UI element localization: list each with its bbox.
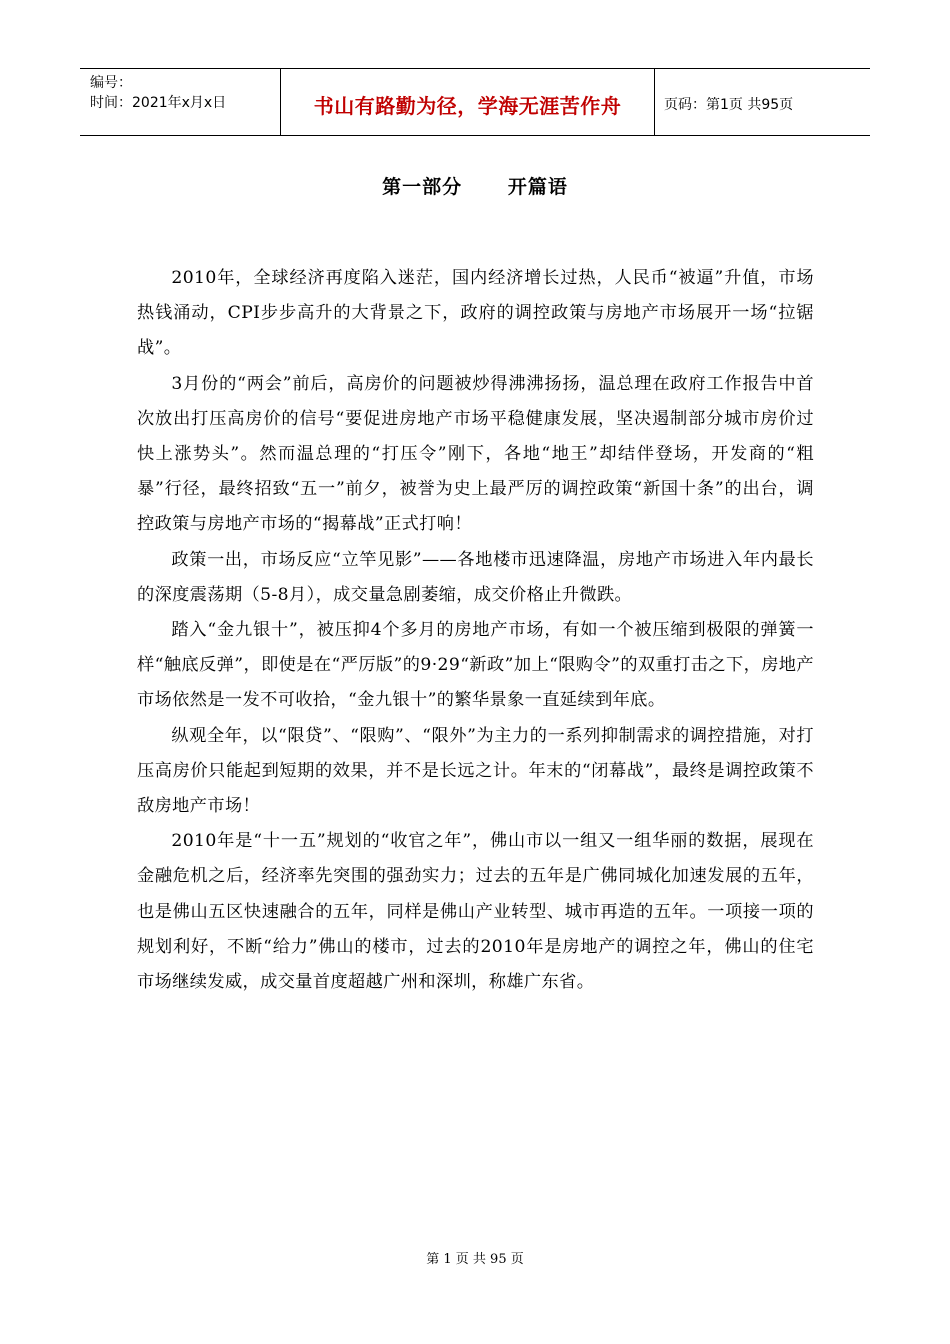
header-meta-cell xyxy=(80,69,281,135)
paragraph: 纵观全年，以“限贷”、“限购”、“限外”为主力的一系列抑制需求的调控措施，对打压高房价只能起到短期的效果，并不是长远之计。年末的“闭幕战”，最终是调控政策不敌房地产市场！ xyxy=(137,725,814,817)
page-footer: 第 1 页 共 95 页 xyxy=(426,1252,524,1267)
header-motto: 书山有路勤为径，学海无涯苦作舟 xyxy=(313,93,622,118)
paragraph: 3月份的“两会”前后，高房价的问题被炒得沸沸扬扬，温总理在政府工作报告中首次放出打压高房价的信号“要促进房地产市场平稳健康发展，坚决遏制部分城市房价过快上涨势头”。然而温总理的“打压令”刚下，各地“地王”却结伴登场，开发商的“粗暴”行径，最终招致“五一”前夕，被誉为史上最严厉的调控政策“新国十条”的出台，调控政策与房地产市场的“揭幕战”正式打响！ xyxy=(137,373,814,535)
header-page-cell xyxy=(655,69,870,135)
paragraph: 踏入“金九银十”，被压抑4个多月的房地产市场，有如一个被压缩到极限的弹簧一样“触底反弹”，即使是在“严厉版”的9·29“新政”加上“限购令”的双重打击之下，房地产市场依然是一发不可收拾，“金九银十”的繁华景象一直延续到年底。 xyxy=(137,620,814,711)
paragraph: 2010年是“十一五”规划的“收官之年”，佛山市以一组又一组华丽的数据，展现在金融危机之后，经济率先突围的强劲实力；过去的五年是广佛同城化加速发展的五年，也是佛山五区快速融合的五年，同样是佛山产业转型、城市再造的五年。一项接一项的规划利好，不断“给力”佛山的楼市，过去的2010年是房地产的调控之年，佛山的住宅市场继续发威，成交量首度超越广州和深圳，称雄广东省。 xyxy=(137,831,814,993)
document-date: 时间：2021年x月x日 xyxy=(90,95,227,111)
document-header xyxy=(80,68,870,136)
body-text xyxy=(137,261,814,1000)
paragraph: 政策一出，市场反应“立竿见影”——各地楼市迅速降温，房地产市场进入年内最长的深度震荡期（5-8月），成交量急剧萎缩，成交价格止升微跌。 xyxy=(137,549,814,605)
header-motto-cell xyxy=(281,69,655,135)
document-number-label: 编号： xyxy=(90,75,132,91)
section-title: 第一部分 开篇语 xyxy=(382,176,568,198)
header-page-info: 页码：第1页 共95页 xyxy=(664,97,794,113)
paragraph: 2010年，全球经济再度陷入迷茫，国内经济增长过热，人民币“被逼”升值，市场热钱涌动，CPI步步高升的大背景之下，政府的调控政策与房地产市场展开一场“拉锯战”。 xyxy=(137,268,814,359)
